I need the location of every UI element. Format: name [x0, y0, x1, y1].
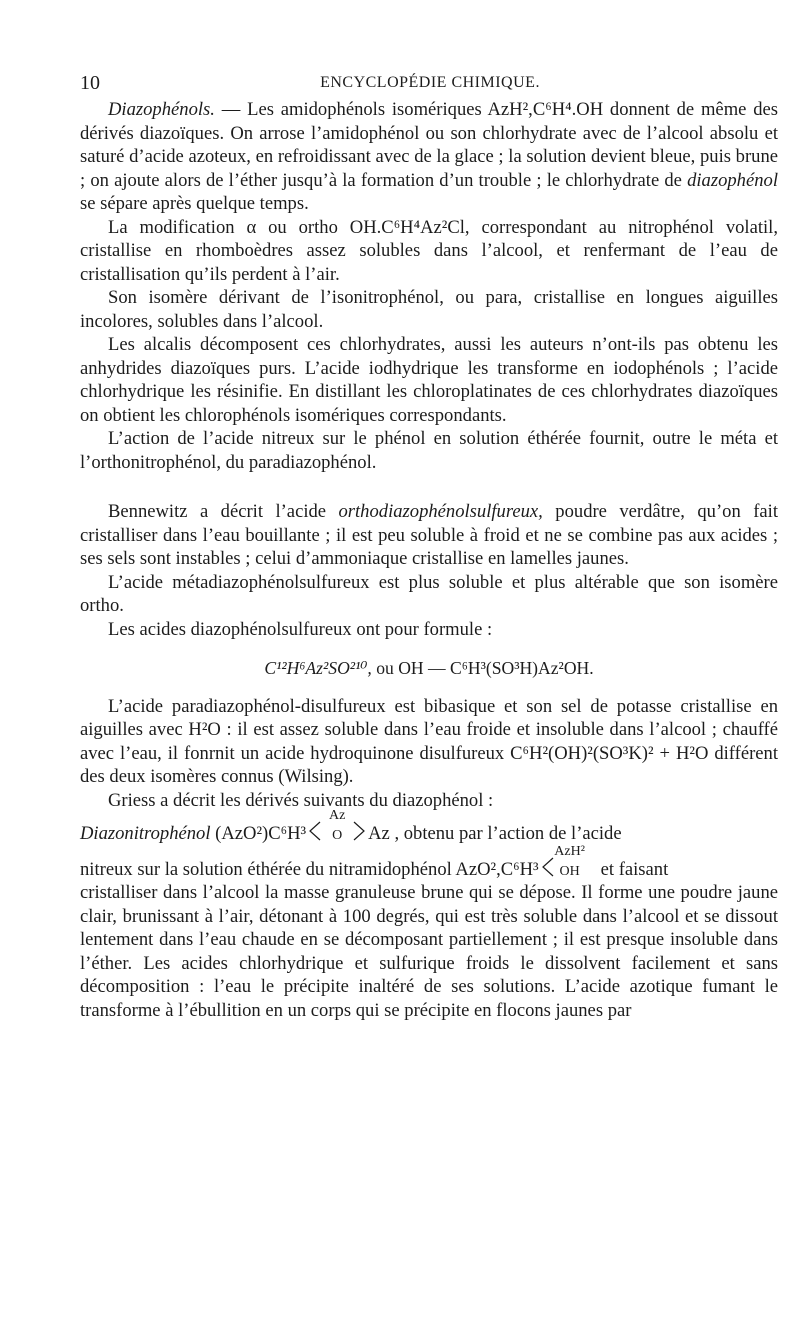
compound-name: Diazonitrophénol: [80, 823, 211, 844]
body-text: [80, 98, 778, 1022]
paragraph-diazophenols: Diazophénols. — Les amidophénols isomériques AzH²,C⁶H⁴.OH donnent de même des dérivés diazoïques. On arrose l’amidophénol ou son chlorhydrate avec de l’alcool absolu et saturé d’acide azoteux, en refroidissant avec de la glace ; la solution devient bleue, puis brune ; on ajoute alors de l’éther jusqu’à la formation d’un trouble ; le chlorhydrate de diazophénol se sépare après quelque temps.: [80, 99, 778, 214]
ring-bracket-1: Az O: [308, 820, 366, 842]
paragraph-isomere-para: Son isomère dérivant de l’isonitrophénol, ou para, cristallise en longues aiguilles incolores, solubles dans l’alcool.: [80, 287, 778, 332]
paragraph-acide-nitreux: L’action de l’acide nitreux sur le phénol en solution éthérée fournit, outre le méta et l’orthonitrophénol, du paradiazophénol.: [80, 428, 778, 473]
paragraph-bennewitz: Bennewitz a décrit l’acide orthodiazophénolsulfureux, poudre verdâtre, qu’on fait cristalliser dans l’eau bouillante ; il est peu soluble à froid et ne se combine pas aux acides ; ses sels sont instables ; celui d’ammoniaque cristallise en lamelles jaunes.: [80, 501, 778, 569]
paragraph-meta-isomer: L’acide métadiazophénolsulfureux est plus soluble et plus altérable que son isomère ortho.: [80, 571, 778, 616]
page-number: 10: [80, 72, 100, 94]
formula-diazophenolsulfureux: C¹²H⁶Az²SO²¹⁰, ou OH — C⁶H³(SO³H)Az²OH.: [264, 658, 594, 678]
paragraph-diazonitrophenol: Diazonitrophénol (AzO²)C⁶H³ Az O Az , obtenu par l’action de l’acide: [80, 808, 622, 844]
paragraph-cristalliser: cristalliser dans l’alcool la masse granuleuse brune qui se dépose. Il forme une poudre jaune clair, brunissant à l’air, détonant à 100 degrés, qui est très soluble dans l’alcool et se dissout lentement dans l’eau chaude en se décomposant partiellement ; il est presque insoluble dans l’éther. Les acides chlorhydrique et sulfurique froids le dissolvent facilement et sans décomposition : l’eau le précipite inaltéré de ses solutions. L’acide azotique fumant le transforme à l’ébullition en un corps qui se précipite en flocons jaunes par: [80, 882, 778, 1021]
running-title: ENCYCLOPÉDIE CHIMIQUE.: [320, 74, 540, 91]
ring-bracket-2: AzH² OH: [541, 856, 599, 878]
paragraph-nitramidophenol: nitreux sur la solution éthérée du nitramidophénol AzO²,C⁶H³ AzH² OH et faisant: [80, 843, 669, 880]
paragraph-formule-intro: Les acides diazophénolsulfureux ont pour formule :: [108, 618, 493, 640]
paragraph-griess: Griess a décrit les dérivés suivants du diazophénol :: [108, 789, 494, 811]
paragraph-modification-ortho: La modification α ou ortho OH.C⁶H⁴Az²Cl, correspondant au nitrophénol volatil, cristallise en rhomboèdres assez solubles dans l’alcool, et renfermant de l’eau de cristallisation qu’ils perdent à l’air.: [80, 216, 778, 285]
page-header: [80, 72, 780, 96]
paragraph-paradiazophenol-disulfureux: L’acide paradiazophénol-disulfureux est bibasique et son sel de potasse cristallise en aiguilles avec H²O : il est assez soluble dans l’eau froide et insoluble dans l’alcool ; chauffé avec l’eau, il fonrnit un acide hydroquinone disulfureux C⁶H²(OH)²(SO³K)² + H²O différent des deux isomères connus (Wilsing).: [80, 695, 778, 787]
section-lead: Diazophénols.: [108, 99, 215, 120]
paragraph-alcalis: Les alcalis décomposent ces chlorhydrates, aussi les auteurs n’ont-ils pas obtenu les anhydrides diazoïques purs. L’acide iodhydrique les transforme en iodophénols ; l’acide chlorhydrique les résinifie. En distillant les chloroplatinates de ces chlorhydrates diazoïques on obtient les chlorophénols isomériques correspondants.: [80, 334, 778, 426]
